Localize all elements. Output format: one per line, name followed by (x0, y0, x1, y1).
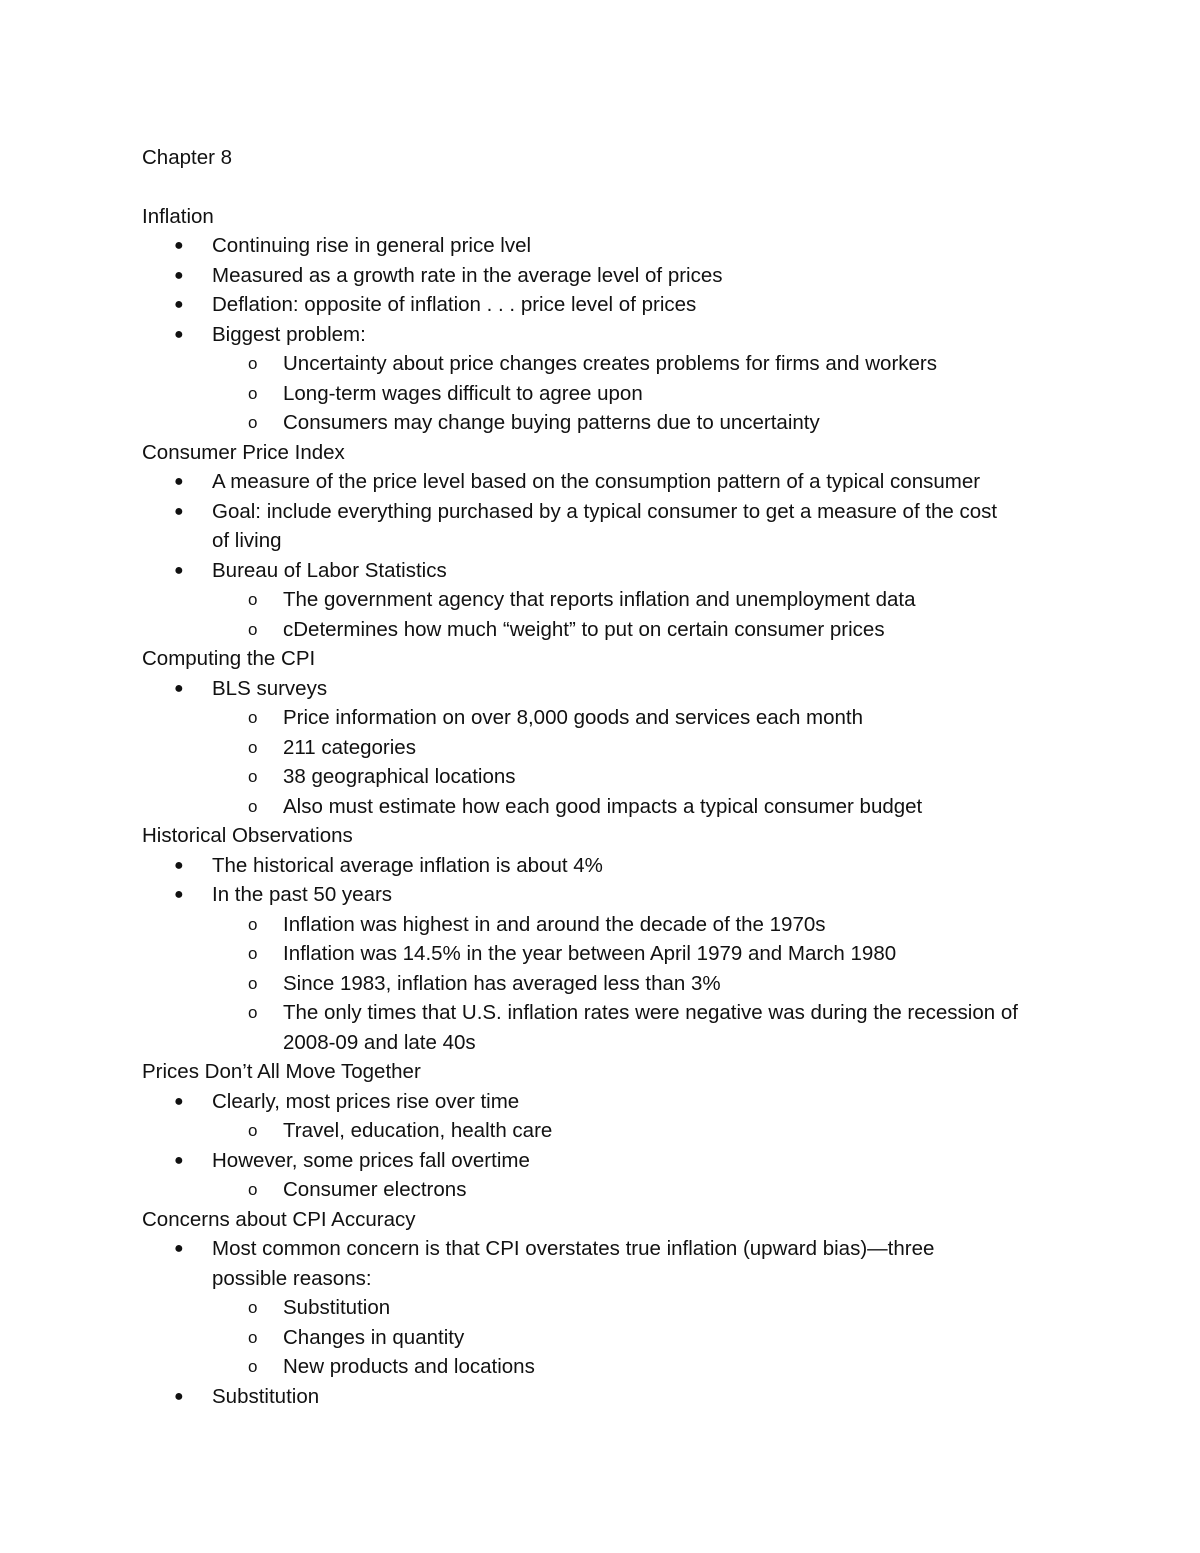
bullet-icon: ● (174, 1387, 184, 1405)
circle-bullet-icon: o (248, 590, 258, 609)
section-heading-historical: Historical Observations (142, 824, 353, 847)
bullet-icon: ● (174, 502, 184, 520)
list-item: ● BLS surveys (142, 674, 1082, 704)
sub-list-item: o Consumers may change buying patterns due to uncertainty (142, 408, 1082, 438)
sub-list-item: o Price information on over 8,000 goods and services each month (142, 703, 1082, 733)
bullet-icon: ● (174, 561, 184, 579)
circle-bullet-icon: o (248, 619, 258, 639)
circle-bullet-icon: o (248, 767, 258, 786)
circle-bullet-icon: o (248, 914, 258, 934)
list-item: ● Deflation: opposite of inflation . . . price level of prices (142, 290, 1082, 320)
list-item: ● Continuing rise in general price lvel (142, 231, 1082, 261)
circle-bullet-icon: o (248, 737, 258, 757)
circle-bullet-icon: o (248, 1327, 258, 1347)
list-item: ● Clearly, most prices rise over time (142, 1087, 1082, 1117)
bullet-icon: ● (174, 473, 184, 490)
bullet-icon: ● (174, 679, 184, 697)
list-item: ● Substitution (142, 1382, 1082, 1412)
bullet-icon: ● (174, 296, 184, 313)
sub-list-item: o Uncertainty about price changes creates problems for firms and workers (142, 349, 1082, 379)
sub-list-item: o Travel, education, health care (142, 1116, 1082, 1146)
sub-list-item: o Consumer electrons (142, 1175, 1082, 1205)
sub-list-item: o Inflation was 14.5% in the year between April 1979 and March 1980 (142, 939, 1082, 969)
bullet-icon: ● (174, 325, 184, 343)
document-page (142, 143, 1082, 1411)
list-item-continuation: possible reasons: (212, 1266, 372, 1290)
sub-list-item: o Also must estimate how each good impacts a typical consumer budget (142, 792, 1082, 822)
bullet-icon: ● (174, 266, 184, 284)
bullet-icon: ● (174, 237, 184, 254)
bullet-icon: ● (174, 886, 184, 903)
circle-bullet-icon: o (248, 1180, 258, 1199)
bullet-icon: ● (174, 1092, 184, 1110)
list-item: ● The historical average inflation is about 4% (142, 851, 1082, 881)
circle-bullet-icon: o (248, 944, 258, 963)
sub-list-item: o Inflation was highest in and around the decade of the 1970s (142, 910, 1082, 940)
circle-bullet-icon: o (248, 354, 258, 373)
circle-bullet-icon: o (248, 1121, 258, 1140)
sub-list-item: o Changes in quantity (142, 1323, 1082, 1353)
sub-list-item-continuation: 2008-09 and late 40s (283, 1030, 476, 1054)
list-item: ● However, some prices fall overtime (142, 1146, 1082, 1176)
sub-list-item: o The only times that U.S. inflation rates were negative was during the recession of (142, 998, 1082, 1028)
list-item: ● Goal: include everything purchased by a typical consumer to get a measure of the cost (142, 497, 1082, 527)
list-item: ● Measured as a growth rate in the average level of prices (142, 261, 1082, 291)
sub-list-item: o cDetermines how much “weight” to put on certain consumer prices (142, 615, 1082, 645)
circle-bullet-icon: o (248, 413, 258, 432)
section-heading-inflation: Inflation (142, 204, 214, 228)
list-item: ● A measure of the price level based on the consumption pattern of a typical consumer (142, 467, 1082, 497)
list-item: ● Bureau of Labor Statistics (142, 556, 1082, 586)
sub-list-item: o Substitution (142, 1293, 1082, 1323)
sub-list-item: o 38 geographical locations (142, 762, 1082, 792)
bullet-icon: ● (174, 1240, 184, 1257)
circle-bullet-icon: o (248, 1003, 258, 1022)
list-item: ● In the past 50 years (142, 880, 1082, 910)
circle-bullet-icon: o (248, 1298, 258, 1317)
chapter-title: Chapter 8 (142, 146, 233, 169)
section-heading-computing-cpi: Computing the CPI (142, 647, 316, 670)
circle-bullet-icon: o (248, 973, 258, 993)
sub-list-item: o 211 categories (142, 733, 1082, 763)
list-item-continuation: of living (212, 529, 282, 552)
sub-list-item: o New products and locations (142, 1352, 1082, 1382)
spacer (142, 173, 1082, 202)
list-item: ● Biggest problem: (142, 320, 1082, 350)
sub-list-item: o Long-term wages difficult to agree upon (142, 379, 1082, 409)
bullet-icon: ● (174, 856, 184, 874)
section-heading-concerns: Concerns about CPI Accuracy (142, 1207, 416, 1231)
sub-list-item: o The government agency that reports inflation and unemployment data (142, 585, 1082, 615)
sub-list-item: o Since 1983, inflation has averaged less than 3% (142, 969, 1082, 999)
circle-bullet-icon: o (248, 796, 258, 816)
bullet-icon: ● (174, 1151, 184, 1169)
circle-bullet-icon: o (248, 1357, 258, 1376)
list-item: ● Most common concern is that CPI overstates true inflation (upward bias)—three (142, 1234, 1082, 1264)
circle-bullet-icon: o (248, 383, 258, 403)
circle-bullet-icon: o (248, 708, 258, 727)
section-heading-prices-move: Prices Don’t All Move Together (142, 1060, 421, 1083)
section-heading-cpi: Consumer Price Index (142, 440, 345, 464)
